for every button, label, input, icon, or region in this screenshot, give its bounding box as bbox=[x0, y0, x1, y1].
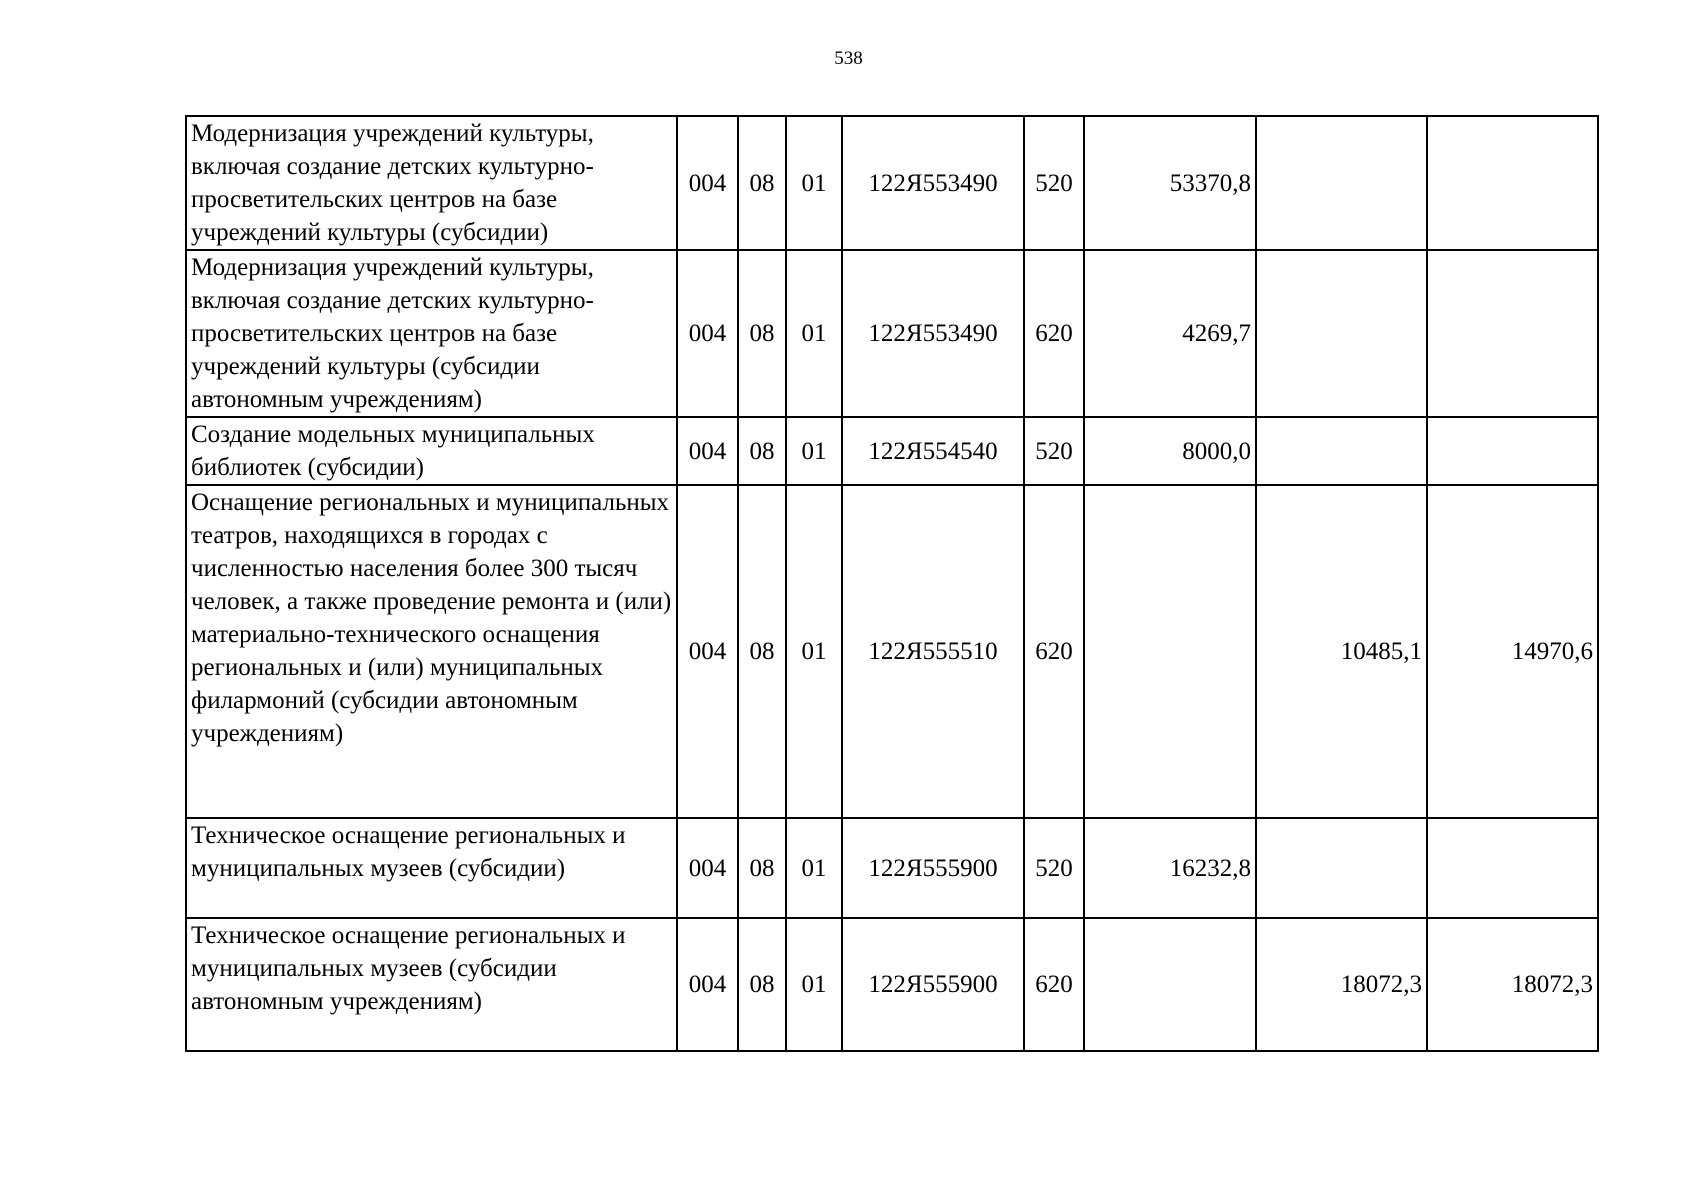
amount-1-cell bbox=[1084, 918, 1256, 1051]
target-article-cell: 122Я553490 bbox=[842, 116, 1024, 250]
table-row bbox=[186, 818, 1598, 918]
row-description: Модернизация учреждений культуры, включая создание детских культурно-просветительских центров на базе учреждений культуры (субсидии автономным учреждениям) bbox=[186, 250, 677, 417]
target-article-cell: 122Я555900 bbox=[842, 818, 1024, 918]
target-article-cell: 122Я553490 bbox=[842, 250, 1024, 417]
table-row bbox=[186, 918, 1598, 1051]
amount-1-cell: 53370,8 bbox=[1084, 116, 1256, 250]
amount-2-cell: 18072,3 bbox=[1256, 918, 1427, 1051]
table-row bbox=[186, 116, 1598, 250]
table-row bbox=[186, 485, 1598, 818]
section-code-cell: 08 bbox=[738, 250, 786, 417]
amount-2-cell bbox=[1256, 818, 1427, 918]
amount-3-cell bbox=[1427, 818, 1598, 918]
ministry-code-cell: 004 bbox=[677, 417, 738, 485]
table-row bbox=[186, 417, 1598, 485]
ministry-code-cell: 004 bbox=[677, 485, 738, 818]
amount-1-cell bbox=[1084, 485, 1256, 818]
page-number: 538 bbox=[834, 48, 863, 69]
section-code-cell: 08 bbox=[738, 485, 786, 818]
amount-3-cell bbox=[1427, 250, 1598, 417]
row-description: Техническое оснащение региональных и муниципальных музеев (субсидии автономным учреждениям) bbox=[186, 918, 677, 1051]
row-description: Модернизация учреждений культуры, включая создание детских культурно-просветительских центров на базе учреждений культуры (субсидии) bbox=[186, 116, 677, 250]
row-description: Создание модельных муниципальных библиотек (субсидии) bbox=[186, 417, 677, 485]
table-row bbox=[186, 250, 1598, 417]
amount-2-cell: 10485,1 bbox=[1256, 485, 1427, 818]
target-article-cell: 122Я554540 bbox=[842, 417, 1024, 485]
amount-2-cell bbox=[1256, 250, 1427, 417]
amount-3-cell bbox=[1427, 417, 1598, 485]
expense-type-cell: 620 bbox=[1024, 485, 1084, 818]
ministry-code-cell: 004 bbox=[677, 818, 738, 918]
ministry-code-cell: 004 bbox=[677, 250, 738, 417]
row-description: Техническое оснащение региональных и муниципальных музеев (субсидии) bbox=[186, 818, 677, 918]
target-article-cell: 122Я555900 bbox=[842, 918, 1024, 1051]
section-code-cell: 08 bbox=[738, 116, 786, 250]
section-code-cell: 08 bbox=[738, 818, 786, 918]
amount-1-cell: 16232,8 bbox=[1084, 818, 1256, 918]
amount-3-cell bbox=[1427, 116, 1598, 250]
budget-table bbox=[185, 115, 1599, 1052]
expense-type-cell: 520 bbox=[1024, 417, 1084, 485]
section-code-cell: 08 bbox=[738, 417, 786, 485]
amount-2-cell bbox=[1256, 417, 1427, 485]
amount-3-cell: 18072,3 bbox=[1427, 918, 1598, 1051]
row-description: Оснащение региональных и муниципальных театров, находящихся в городах с численностью населения более 300 тысяч человек, а также проведение ремонта и (или) материально-технического оснащения региональных и (или) муниципальных филармоний (субсидии автономным учреждениям) bbox=[186, 485, 677, 818]
amount-3-cell: 14970,6 bbox=[1427, 485, 1598, 818]
section-code-cell: 08 bbox=[738, 918, 786, 1051]
expense-type-cell: 620 bbox=[1024, 918, 1084, 1051]
subsection-code-cell: 01 bbox=[786, 818, 842, 918]
subsection-code-cell: 01 bbox=[786, 250, 842, 417]
amount-1-cell: 4269,7 bbox=[1084, 250, 1256, 417]
target-article-cell: 122Я555510 bbox=[842, 485, 1024, 818]
expense-type-cell: 620 bbox=[1024, 250, 1084, 417]
subsection-code-cell: 01 bbox=[786, 116, 842, 250]
ministry-code-cell: 004 bbox=[677, 918, 738, 1051]
subsection-code-cell: 01 bbox=[786, 417, 842, 485]
expense-type-cell: 520 bbox=[1024, 116, 1084, 250]
subsection-code-cell: 01 bbox=[786, 485, 842, 818]
amount-1-cell: 8000,0 bbox=[1084, 417, 1256, 485]
amount-2-cell bbox=[1256, 116, 1427, 250]
subsection-code-cell: 01 bbox=[786, 918, 842, 1051]
expense-type-cell: 520 bbox=[1024, 818, 1084, 918]
ministry-code-cell: 004 bbox=[677, 116, 738, 250]
